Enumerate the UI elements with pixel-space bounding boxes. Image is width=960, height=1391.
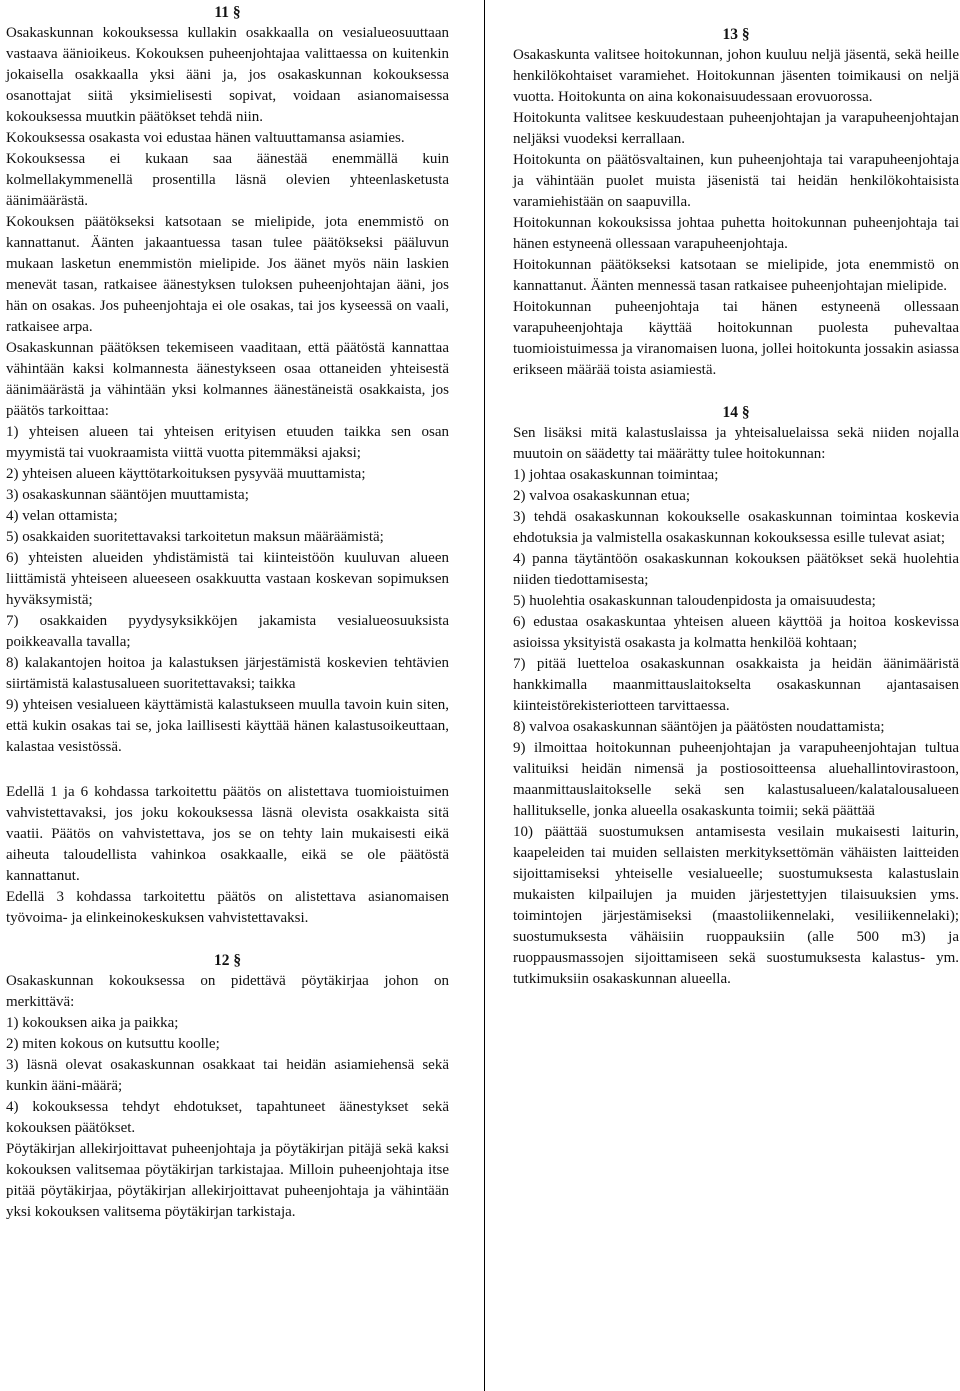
- paragraph: Hoitokunnan päätökseksi katsotaan se mielipide, jota enemmistö on kannattanut. Äänten mennessä tasan ratkaisee puheenjohtajan mielipide.: [513, 257, 959, 294]
- list-item: 4) panna täytäntöön osakaskunnan kokouksen päätökset sekä huolehtia niiden tiedottamisesta;: [513, 551, 959, 588]
- paragraph: Osakaskunnan kokouksessa on pidettävä pöytäkirjaa johon on merkittävä:: [6, 973, 449, 1010]
- right-column: [513, 24, 959, 990]
- section-heading-13: 13 §: [722, 26, 750, 43]
- section-heading-14: 14 §: [722, 404, 750, 421]
- list-item: 7) osakkaiden pyydysyksikköjen jakamista vesialueosuuksista poikkeavalla tavalla;: [6, 613, 449, 650]
- paragraph: Osakaskunnan kokouksessa kullakin osakkaalla on vesialueosuuttaan vastaava äänioikeus. Kokouksen puheenjohtajaa valittaessa on kuitenkin jokaisella osakkaalla yksi ääni ja, jos osakaskunnan kokouksessa osanottajat siitä yksimielisesti sopivat, voidaan asianomaisessa kokouksessa muutkin päätökset tehdä niin.: [6, 25, 449, 125]
- list-item: 3) tehdä osakaskunnan kokoukselle osakaskunnan toimintaa koskevia ehdotuksia ja valmistella osakaskunnan kokouksessa esille tulevat asiat;: [513, 509, 959, 546]
- paragraph: Hoitokunnan puheenjohtaja tai hänen estyneenä ollessaan varapuheenjohtaja käyttää hoitokunnan puolesta puhevaltaa tuomioistuimessa ja viranomaisen luona, jollei hoitokunta jossakin asiassa erikseen määrää toista asiamiestä.: [513, 299, 959, 378]
- section-heading-12: 12 §: [213, 952, 242, 969]
- list-item: 1) kokouksen aika ja paikka;: [6, 1015, 179, 1031]
- list-item: 9) ilmoittaa hoitokunnan puheenjohtajan ja varapuheenjohtajan tultua valituiksi heidän nimensä ja postiosoitteensa aluehallintovirastoon, maanmittauslaitokselle sekä sen kalastusalueen/kalatalousalueen hallitukselle, jonka alueella osakaskunta toimii; sekä päättää: [513, 740, 959, 819]
- list-item: 5) osakkaiden suoritettavaksi tarkoitetun maksun määräämistä;: [6, 529, 384, 545]
- list-item: 9) yhteisen vesialueen käyttämistä kalastukseen muulla tavoin kuin siten, että kukin osakas tai se, joka laillisesti käyttää hänen kalastusoikeuttaan, kalastaa vesistössä.: [6, 697, 449, 755]
- paragraph: Pöytäkirjan allekirjoittavat puheenjohtaja ja pöytäkirjan pitäjä sekä kaksi kokouksen valitsemaa pöytäkirjan tarkistajaa. Milloin puheenjohtaja itse pitää pöytäkirjaa, pöytäkirjan allekirjoittavat puheenjohtaja ja vähintään yksi kokouksen valitsema pöytäkirjan tarkistaja.: [6, 1141, 449, 1220]
- list-item: 10) päättää suostumuksen antamisesta vesilain mukaisesti laiturin, kaapeleiden tai muiden sellaisten merkityksettömän vähäisten laitteiden sijoittamiseksi yhteiselle vesialueelle; suostumuksesta kalastuslain mukaisten kilpailujen ja muiden järjestettyjen tilaisuuksien yms. toimintojen järjestämiseksi (maastoliikennelaki, vesiliikennelaki); suostumuksesta vähäisiin ruoppauksiin (alle 500 m3) ja ruoppausmassojen sijoittamiseen sekä suostumuksesta kalastus- ym. tutkimuksiin osakaskunnan alueella.: [513, 824, 959, 987]
- list-item: 1) yhteisen alueen tai yhteisen erityisen etuuden taikka sen osan myymistä tai vuokraamista viittä vuotta pitemmäksi ajaksi;: [6, 424, 449, 461]
- paragraph: Kokouksessa ei kukaan saa äänestää enemmällä kuin kolmellakymmenellä prosentilla läsnä olevien yhteenlasketusta äänimäärästä.: [6, 151, 449, 209]
- paragraph: Sen lisäksi mitä kalastuslaissa ja yhteisaluelaissa sekä niiden nojalla muutoin on säädetty tai määrätty tulee hoitokunnan:: [513, 425, 959, 462]
- list-item: 1) johtaa osakaskunnan toimintaa;: [513, 467, 719, 483]
- list-item: 3) osakaskunnan sääntöjen muuttamista;: [6, 487, 249, 503]
- section-heading-11: 11 §: [214, 4, 241, 21]
- left-column: [6, 2, 449, 1223]
- list-item: 4) velan ottamista;: [6, 508, 118, 524]
- list-item: 2) miten kokous on kutsuttu koolle;: [6, 1036, 220, 1052]
- list-item: 7) pitää luetteloa osakaskunnan osakkaista ja heidän äänimääristä hankkimalla maanmittauslaitokselta osakaskunnan ajantasaisen kiinteistörekisteriotteen tarvittaessa.: [513, 656, 959, 714]
- list-item: 8) valvoa osakaskunnan sääntöjen ja päätösten noudattamista;: [513, 719, 885, 735]
- paragraph: Kokouksen päätökseksi katsotaan se mielipide, jota enemmistö on kannattanut. Äänten jakaantuessa tasan tulee päätökseksi pääluvun mukaan lasketun enemmistön mielipide. Jos äänet myös näin laskien menevät tasan, ratkaisee äänestyksen tuloksen puheenjohtajan ääni, jos hän on osakas. Jos puheenjohtaja ei ole osakas, tai jos kyseessä on vaali, ratkaisee arpa.: [6, 214, 449, 335]
- list-item: 5) huolehtia osakaskunnan taloudenpidosta ja omaisuudesta;: [513, 593, 876, 609]
- paragraph: Hoitokunnan kokouksissa johtaa puhetta hoitokunnan puheenjohtaja tai hänen estyneenä ollessaan varapuheenjohtaja.: [513, 215, 959, 252]
- paragraph: Edellä 1 ja 6 kohdassa tarkoitettu päätös on alistettava tuomioistuimen vahvistettavaksi, jos joku kokouksessa läsnä olevista osakkaista sitä vaatii. Päätös on vahvistettava, jos se on tehty lain mukaisesti eikä aiheuta taloudellista vahinkoa osakkaalle, eikä se ole päätöstä kannattanut.: [6, 784, 449, 884]
- paragraph: Hoitokunta on päätösvaltainen, kun puheenjohtaja tai varapuheenjohtaja ja vähintään puolet muista jäsenistä tai heidän henkilökohtaisista varamiehistään on saapuvilla.: [513, 152, 959, 210]
- list-item: 2) yhteisen alueen käyttötarkoituksen pysyvää muuttamista;: [6, 466, 366, 482]
- list-item: 8) kalakantojen hoitoa ja kalastuksen järjestämistä koskevien tehtävien siirtämistä kalastusalueen suoritettavaksi; taikka: [6, 655, 449, 692]
- list-item: 4) kokouksessa tehdyt ehdotukset, tapahtuneet äänestykset sekä kokouksen päätökset.: [6, 1099, 449, 1136]
- paragraph: Hoitokunta valitsee keskuudestaan puheenjohtajan ja varapuheenjohtajan neljäksi vuodeksi kerrallaan.: [513, 110, 959, 147]
- list-item: 6) yhteisten alueiden yhdistämistä tai kiinteistöön kuuluvan alueen liittämistä yhteiseen alueeseen osakkuutta vastaan koskevan sopimuksen hyväksymistä;: [6, 550, 449, 608]
- paragraph: Osakaskunnan päätöksen tekemiseen vaaditaan, että päätöstä kannattaa vähintään kaksi kolmannesta äänestykseen osaa ottaneiden yhteisestä äänimäärästä ja vähintään yksi kolmannes äänestäneistä osakkaista, jos päätös tarkoittaa:: [6, 340, 449, 419]
- list-item: 3) läsnä olevat osakaskunnan osakkaat tai heidän asiamiehensä sekä kunkin ääni-määrä;: [6, 1057, 449, 1094]
- list-item: 6) edustaa osakaskuntaa yhteisen alueen käyttöä ja hoitoa koskevissa asioissa yksityistä osakasta ja kolmatta henkilöä kohtaan;: [513, 614, 959, 651]
- paragraph: Osakaskunta valitsee hoitokunnan, johon kuuluu neljä jäsentä, sekä heille henkilökohtaiset varamiehet. Hoitokunnan jäsenten toimikausi on neljä vuotta. Hoitokunta on aina kokonaisuudessaan erovuorossa.: [513, 47, 959, 105]
- paragraph: Kokouksessa osakasta voi edustaa hänen valtuuttamansa asiamies.: [6, 130, 405, 146]
- column-divider: [484, 0, 485, 1391]
- paragraph: Edellä 3 kohdassa tarkoitettu päätös on alistettava asianomaisen työvoima- ja elinkeinokeskuksen vahvistettavaksi.: [6, 889, 449, 926]
- list-item: 2) valvoa osakaskunnan etua;: [513, 488, 691, 504]
